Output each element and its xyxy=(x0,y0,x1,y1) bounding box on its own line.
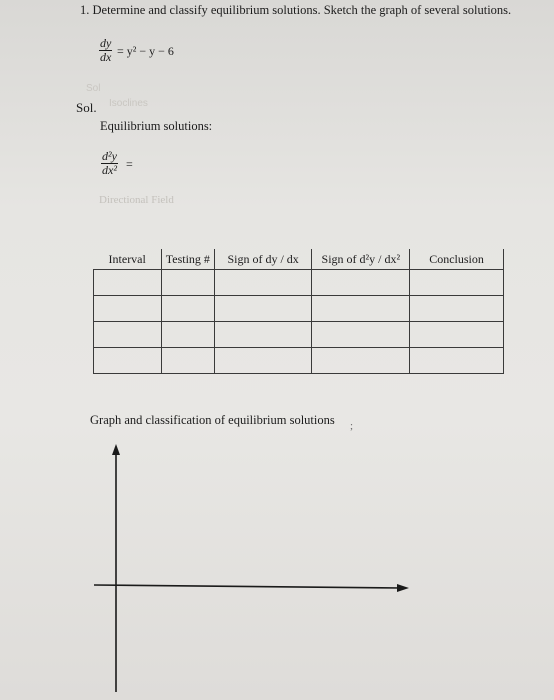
header-testing: Testing # xyxy=(161,249,214,270)
problem-text: Determine and classify equilibrium solutions. Sketch the graph of several solutions. xyxy=(92,3,512,17)
faint-sol-mark: Sol xyxy=(86,83,101,94)
faint-direction-field-mark: Directional Field xyxy=(99,194,174,206)
equation-rhs: = y² − y − 6 xyxy=(117,44,174,58)
dy-numerator: dy xyxy=(100,36,112,50)
header-sign-dy-dx: Sign of dy / dx xyxy=(214,249,312,270)
x-axis-line xyxy=(94,585,402,588)
problem-number: 1. xyxy=(80,3,90,17)
d2y-numerator: d²y xyxy=(102,149,117,163)
header-interval: Interval xyxy=(108,251,146,266)
faint-isoclines-mark: Isoclines xyxy=(109,98,148,109)
second-derivative-equals: = xyxy=(126,157,133,171)
dx-denominator: dx xyxy=(100,50,112,64)
equilibrium-solutions-label: Equilibrium solutions: xyxy=(100,119,213,133)
dx2-denominator: dx² xyxy=(102,163,117,177)
header-conclusion: Conclusion xyxy=(410,249,504,270)
solution-label: Sol. xyxy=(76,100,97,115)
header-sign-d2y-dx2: Sign of d²y / dx² xyxy=(312,249,410,270)
graph-section-title: Graph and classification of equilibrium solutions xyxy=(90,413,335,427)
x-axis-arrowhead xyxy=(397,584,409,592)
y-axis-arrowhead xyxy=(112,444,120,455)
graph-title-mark: ; xyxy=(350,420,354,432)
